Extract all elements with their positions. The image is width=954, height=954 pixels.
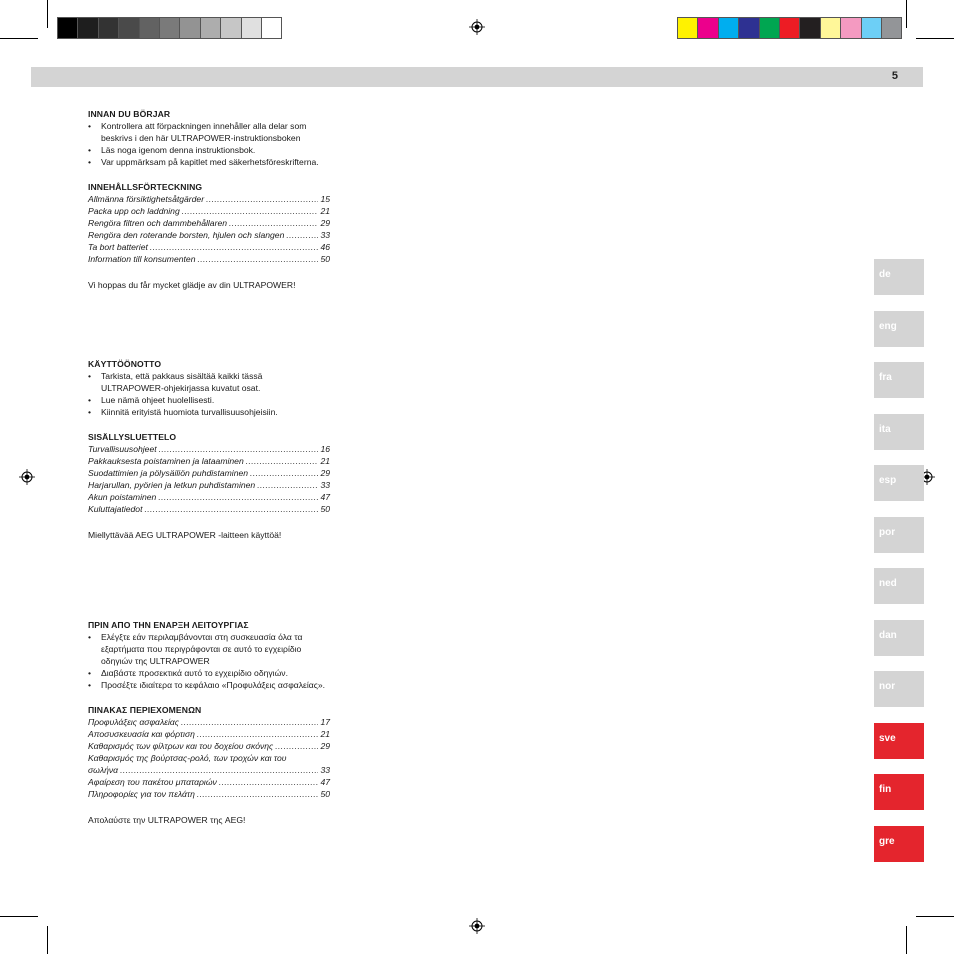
toc-heading-fi: SISÄLLYSLUETTELO bbox=[88, 432, 177, 442]
list-item: • Kiinnitä erityistä huomiota turvallisuusohjeisiin. bbox=[88, 406, 330, 418]
list-item: • Διαβάστε προσεκτικά αυτό το εγχειρίδιο οδηγιών. bbox=[88, 667, 330, 679]
toc-title: Rengöra den roterande borsten, hjulen och slangen bbox=[88, 230, 285, 240]
crop-mark bbox=[906, 0, 907, 28]
toc-page: 21 bbox=[320, 206, 330, 216]
toc-page: 33 bbox=[320, 480, 330, 490]
calibration-swatch bbox=[242, 18, 262, 38]
toc-title: Kuluttajatiedot bbox=[88, 504, 143, 514]
closing-text-fi: Miellyttävää AEG ULTRAPOWER -laitteen käyttöä! bbox=[88, 530, 282, 540]
toc-title: Suodattimien ja pölysäiliön puhdistaminen bbox=[88, 468, 249, 478]
toc-entry[interactable] bbox=[88, 776, 330, 788]
toc-title: Pakkauksesta poistaminen ja lataaminen bbox=[88, 456, 244, 466]
section-finnish bbox=[88, 358, 330, 541]
toc-page: 46 bbox=[320, 242, 330, 252]
list-item: • Προσέξτε ιδιαίτερα το κεφάλαιο «Προφυλάξεις ασφαλείας». bbox=[88, 679, 330, 691]
list-item: • Lue nämä ohjeet huolellisesti. bbox=[88, 394, 330, 406]
toc-title: Packa upp och laddning bbox=[88, 206, 180, 216]
crop-mark bbox=[0, 916, 38, 917]
calibration-swatch bbox=[698, 18, 718, 38]
calibration-swatch bbox=[862, 18, 882, 38]
crop-mark bbox=[916, 916, 954, 917]
calibration-swatch bbox=[78, 18, 98, 38]
closing-text-gr: Απολαύστε την ULTRAPOWER της AEG! bbox=[88, 815, 246, 825]
calibration-swatch bbox=[719, 18, 739, 38]
calibration-swatch bbox=[760, 18, 780, 38]
toc-page: 50 bbox=[320, 789, 330, 799]
toc-heading-sv: INNEHÅLLSFÖRTECKNING bbox=[88, 182, 203, 192]
toc-title: Harjarullan, pyörien ja letkun puhdistaminen bbox=[88, 480, 256, 490]
toc-entry[interactable] bbox=[88, 752, 330, 776]
toc-title: Ta bort batteriet bbox=[88, 242, 148, 252]
calibration-swatch bbox=[221, 18, 241, 38]
header-bar bbox=[31, 67, 923, 87]
tab-gre[interactable]: gre bbox=[874, 826, 924, 862]
toc-entry[interactable] bbox=[88, 205, 330, 217]
toc-entry[interactable] bbox=[88, 788, 330, 800]
toc-entry[interactable] bbox=[88, 740, 330, 752]
toc-page: 47 bbox=[320, 492, 330, 502]
toc-title: Προφυλάξεις ασφαλείας bbox=[88, 717, 179, 727]
toc-title: Akun poistaminen bbox=[88, 492, 157, 502]
bullet-list-sv bbox=[88, 120, 330, 168]
toc-entry[interactable] bbox=[88, 503, 330, 515]
toc-page: 29 bbox=[320, 741, 330, 751]
calibration-swatch bbox=[201, 18, 221, 38]
calibration-swatch bbox=[882, 18, 901, 38]
tab-de[interactable]: de bbox=[874, 259, 924, 295]
toc-entry[interactable] bbox=[88, 217, 330, 229]
calibration-swatch bbox=[119, 18, 139, 38]
toc-page: 29 bbox=[320, 468, 330, 478]
registration-mark-icon bbox=[469, 19, 485, 35]
toc-page: 16 bbox=[320, 444, 330, 454]
toc-entry[interactable] bbox=[88, 716, 330, 728]
calibration-swatch bbox=[800, 18, 820, 38]
toc-entry[interactable] bbox=[88, 193, 330, 205]
tab-por[interactable]: por bbox=[874, 517, 924, 553]
toc-page: 50 bbox=[320, 504, 330, 514]
tab-sve[interactable]: sve bbox=[874, 723, 924, 759]
closing-text-sv: Vi hoppas du får mycket glädje av din ULTRAPOWER! bbox=[88, 280, 296, 290]
toc-entry[interactable] bbox=[88, 229, 330, 241]
toc-page: 21 bbox=[320, 729, 330, 739]
calibration-swatch bbox=[821, 18, 841, 38]
toc-entry[interactable] bbox=[88, 728, 330, 740]
toc-title-line: Καθαρισμός της βούρτσας-ρολό, των τροχών και του bbox=[88, 753, 287, 763]
toc-title: Αφαίρεση του πακέτου μπαταριών bbox=[88, 777, 217, 787]
toc-page: 29 bbox=[320, 218, 330, 228]
toc-list-gr bbox=[88, 716, 330, 800]
calibration-swatch bbox=[780, 18, 800, 38]
section-greek bbox=[88, 619, 330, 826]
calibration-swatch bbox=[262, 18, 281, 38]
toc-entry[interactable] bbox=[88, 253, 330, 265]
calibration-swatch bbox=[739, 18, 759, 38]
crop-mark bbox=[906, 926, 907, 954]
tab-eng[interactable]: eng bbox=[874, 311, 924, 347]
tab-fra[interactable]: fra bbox=[874, 362, 924, 398]
calibration-swatch bbox=[160, 18, 180, 38]
calibration-swatch bbox=[140, 18, 160, 38]
toc-title: Rengöra filtren och dammbehållaren bbox=[88, 218, 228, 228]
registration-mark-icon bbox=[19, 469, 35, 485]
toc-list-fi bbox=[88, 443, 330, 515]
tab-ita[interactable]: ita bbox=[874, 414, 924, 450]
toc-heading-gr: ΠΙΝΑΚΑΣ ΠΕΡΙΕΧΟΜΕΝΩΝ bbox=[88, 705, 202, 715]
list-item: • Läs noga igenom denna instruktionsbok. bbox=[88, 144, 330, 156]
toc-title: σωλήνα bbox=[88, 765, 119, 775]
page-number: 5 bbox=[891, 70, 898, 82]
calibration-swatch bbox=[678, 18, 698, 38]
list-item: • Var uppmärksam på kapitlet med säkerhetsföreskrifterna. bbox=[88, 156, 330, 168]
crop-mark bbox=[916, 38, 954, 39]
toc-page: 21 bbox=[320, 456, 330, 466]
toc-title: Information till konsumenten bbox=[88, 254, 196, 264]
toc-entry[interactable] bbox=[88, 491, 330, 503]
tab-fin[interactable]: fin bbox=[874, 774, 924, 810]
toc-entry[interactable] bbox=[88, 455, 330, 467]
list-item: • Tarkista, että pakkaus sisältää kaikki tässä ULTRAPOWER-ohjekirjassa kuvatut osat. bbox=[88, 370, 330, 394]
toc-page: 33 bbox=[320, 230, 330, 240]
tab-esp[interactable]: esp bbox=[874, 465, 924, 501]
crop-mark bbox=[47, 926, 48, 954]
color-calibration-bar bbox=[677, 17, 902, 39]
toc-entry[interactable] bbox=[88, 467, 330, 479]
toc-title: Πληροφορίες για τον πελάτη bbox=[88, 789, 195, 799]
calibration-swatch bbox=[841, 18, 861, 38]
toc-list-sv bbox=[88, 193, 330, 265]
bullet-list-fi bbox=[88, 370, 330, 418]
toc-page: 15 bbox=[320, 194, 330, 204]
toc-page: 47 bbox=[320, 777, 330, 787]
crop-mark bbox=[47, 0, 48, 28]
before-heading-sv: INNAN DU BÖRJAR bbox=[88, 109, 171, 119]
crop-mark bbox=[0, 38, 38, 39]
toc-entry[interactable] bbox=[88, 241, 330, 253]
calibration-swatch bbox=[180, 18, 200, 38]
toc-page: 50 bbox=[320, 254, 330, 264]
before-heading-gr: ΠΡΙΝ ΑΠΟ ΤΗΝ ΕΝΑΡΞΗ ΛΕΙΤΟΥΡΓΙΑΣ bbox=[88, 620, 249, 630]
toc-title: Allmänna försiktighetsåtgärder bbox=[88, 194, 205, 204]
toc-title: Αποσυσκευασία και φόρτιση bbox=[88, 729, 195, 739]
toc-entry[interactable] bbox=[88, 443, 330, 455]
before-heading-fi: KÄYTTÖÖNOTTO bbox=[88, 359, 162, 369]
bullet-list-gr bbox=[88, 631, 330, 691]
calibration-swatch bbox=[99, 18, 119, 38]
toc-page: 33 bbox=[320, 765, 330, 775]
grayscale-calibration-bar bbox=[57, 17, 282, 39]
tab-dan[interactable]: dan bbox=[874, 620, 924, 656]
toc-entry[interactable] bbox=[88, 479, 330, 491]
list-item: • Kontrollera att förpackningen innehåller alla delar som beskrivs i den här ULTRAPOWER-instruktionsboken bbox=[88, 120, 330, 144]
list-item: • Ελέγξτε εάν περιλαμβάνονται στη συσκευασία όλα τα εξαρτήματα που περιγράφονται σε αυτό το εγχειρίδιο οδηγιών της ULTRAPOWER bbox=[88, 631, 330, 667]
calibration-swatch bbox=[58, 18, 78, 38]
toc-title: Καθαρισμός των φίλτρων και του δοχείου σκόνης bbox=[88, 741, 274, 751]
toc-page: 17 bbox=[320, 717, 330, 727]
tab-ned[interactable]: ned bbox=[874, 568, 924, 604]
registration-mark-icon bbox=[469, 918, 485, 934]
toc-title: Turvallisuusohjeet bbox=[88, 444, 157, 454]
section-swedish bbox=[88, 108, 330, 291]
tab-nor[interactable]: nor bbox=[874, 671, 924, 707]
